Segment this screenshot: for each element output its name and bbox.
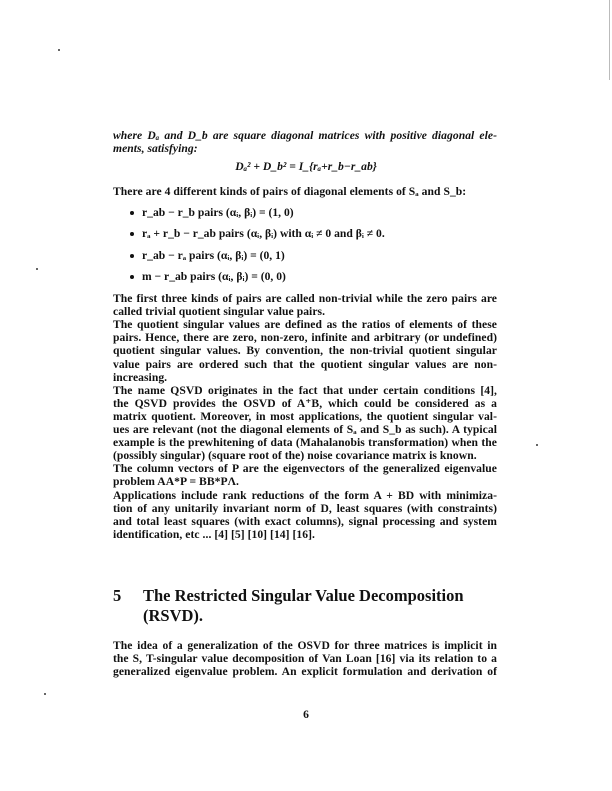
intro-line: ments, satisfying: xyxy=(113,142,198,155)
intro-line: where Dₐ and D_b are square diagonal matrices with positive diagonal ele- xyxy=(113,129,497,142)
body-line: matrix quotient. Moreover, in most applications, the quotient singular val- xyxy=(113,409,497,423)
body-line: called trivial quotient singular value pairs. xyxy=(113,305,326,319)
page-number: 6 xyxy=(303,708,309,721)
bullet-item: m − r_ab pairs (αᵢ, βᵢ) = (0, 0) xyxy=(130,270,286,283)
body-line: pairs. Hence, there are zero, non-zero, infinite and arbitrary (or undefined) xyxy=(113,331,497,345)
section-heading-cont: (RSVD). xyxy=(143,606,204,625)
kinds-intro: There are 4 different kinds of pairs of diagonal elements of Sₐ and S_b: xyxy=(113,185,467,198)
bullet-item: r_ab − rₐ pairs (αᵢ, βᵢ) = (0, 1) xyxy=(130,249,285,262)
bullet-icon xyxy=(130,211,134,215)
section-line: generalized eigenvalue problem. An explicit formulation and derivation of xyxy=(113,665,497,678)
body-line: the QSVD provides the OSVD of A⁺B, which could be considered as a xyxy=(113,396,497,410)
bullet-item: r_ab − r_b pairs (αᵢ, βᵢ) = (1, 0) xyxy=(130,206,294,219)
body-line: and total least squares (with exact columns), signal processing and system xyxy=(113,514,497,528)
body-line: The column vectors of P are the eigenvectors of the generalized eigenvalue xyxy=(113,462,497,476)
scan-speck xyxy=(44,693,46,695)
body-line: ues are relevant (not the diagonal elements of Sₐ and S_b as such). A typical xyxy=(113,423,497,436)
scan-speck xyxy=(536,444,538,446)
section-line: The idea of a generalization of the OSVD for three matrices is implicit in xyxy=(113,639,497,652)
scan-speck xyxy=(36,268,38,270)
body-line: tion of any unitarily invariant norm of D, least squares (with constraints) xyxy=(113,501,497,515)
section-heading: 5 The Restricted Singular Value Decomposition xyxy=(113,586,464,605)
equation: Dₐ² + D_b² = I_{rₐ+r_b−r_ab} xyxy=(235,160,377,173)
scan-edge xyxy=(609,0,610,80)
body-line: Applications include rank reductions of the form A + BD with minimiza- xyxy=(113,488,497,502)
bullet-item: rₐ + r_b − r_ab pairs (αᵢ, βᵢ) with αᵢ ≠ 0 and βᵢ ≠ 0. xyxy=(130,227,385,240)
body-line: problem AA*P = BB*PΛ. xyxy=(113,475,239,489)
bullet-icon xyxy=(130,275,134,279)
section-line: the S, T-singular value decomposition of Van Loan [16] via its relation to a xyxy=(113,652,497,665)
body-line: example is the prewhitening of data (Mahalanobis transformation) when the xyxy=(113,436,497,450)
body-line: value pairs are ordered such that the quotient singular values are non- xyxy=(113,357,497,371)
body-line: quotient singular values. By convention, the non-trivial quotient singular xyxy=(113,344,497,358)
body-line: identification, etc ... [4] [5] [10] [14] [16]. xyxy=(113,527,315,541)
bullet-icon xyxy=(130,254,134,258)
body-line: The quotient singular values are defined as the ratios of elements of these xyxy=(113,318,497,332)
body-line: The first three kinds of pairs are called non-trivial while the zero pairs are xyxy=(113,292,497,305)
bullet-icon xyxy=(130,232,134,236)
body-line: increasing. xyxy=(113,370,168,384)
scan-speck xyxy=(58,49,60,51)
body-line: (possibly singular) (square root of the) noise covariance matrix is known. xyxy=(113,449,477,463)
body-line: The name QSVD originates in the fact that under certain conditions [4], xyxy=(113,383,497,397)
